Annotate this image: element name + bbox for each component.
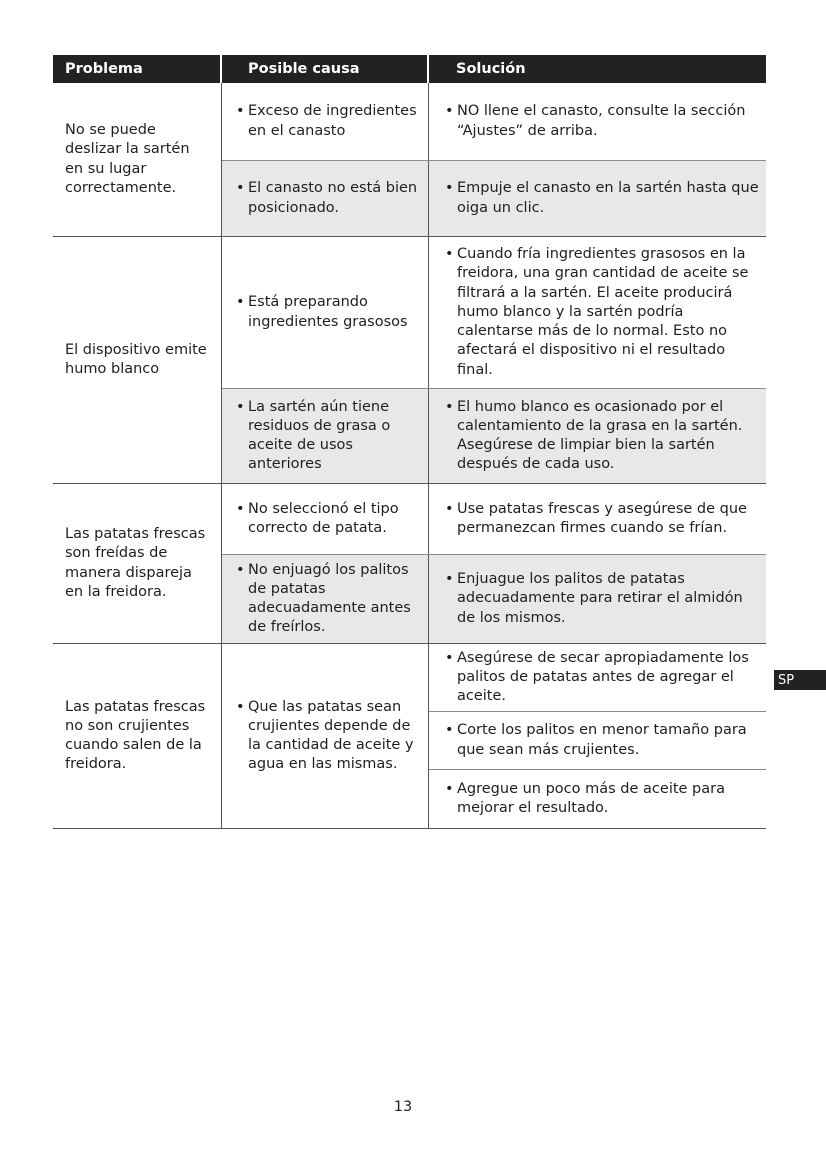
cause-text: Que las patatas sean crujientes depende de la cantidad de aceite y agua en las mismas. [248,698,414,773]
solution-text: Agregue un poco más de aceite para mejorar el resultado. [457,780,725,816]
table-header [53,55,766,83]
header-cause: Posible causa [222,55,429,83]
cause-text: Está preparando ingredientes grasosos [248,294,408,330]
solution-text: Enjuague los palitos de patatas adecuadamente para retirar el almidón de los mismos. [457,571,743,626]
solution-row: • Asegúrese de secar apropiadamente los palitos de patatas antes de agregar el aceite. [429,644,766,711]
cause-text: Exceso de ingredientes en el canasto [248,103,417,139]
cause-row: • Exceso de ingredientes en el canasto • NO llene el canasto, consulte la sección “Ajustes” de arriba. [222,83,766,160]
cause-text: El canasto no está bien posicionado. [248,180,418,216]
language-tab: SP [774,670,826,690]
table-row [53,237,766,484]
cause-row: • No seleccionó el tipo correcto de patata. • Use patatas frescas y asegúrese de que permanezcan firmes cuando se frían. [222,484,766,554]
table-row [53,484,766,644]
solution-text: NO llene el canasto, consulte la sección “Ajustes” de arriba. [457,103,746,139]
cause-row: • Está preparando ingredientes grasosos • Cuando fría ingredientes grasosos en la freidora, una gran cantidad de aceite se filtrará a la sartén. El aceite producirá humo blanco y la sartén podría calentarse más de lo normal. Esto no afectará el dispositivo ni el resultado final. [222,237,766,388]
cause-text: No enjuagó los palitos de patatas adecuadamente antes de freírlos. [248,561,411,636]
table-row [53,644,766,829]
solution-text: El humo blanco es ocasionado por el calentamiento de la grasa en la sartén. Asegúrese de limpiar bien la sartén después de cada uso. [457,398,743,473]
solution-text: Cuando fría ingredientes grasosos en la freidora, una gran cantidad de aceite se filtrará a la sartén. El aceite producirá humo blanco y la sartén podría calentarse más de lo normal. Esto no afectará el dispositivo ni el resultado final. [457,246,749,378]
solution-text: Asegúrese de secar apropiadamente los palitos de patatas antes de agregar el aceite. [457,649,749,705]
problem-cell: Las patatas frescas no son crujientes cuando salen de la freidora. [53,644,222,828]
problem-cell: No se puede deslizar la sartén en su lugar correctamente. [53,83,222,236]
header-problem: Problema [53,55,222,83]
solution-row: • Agregue un poco más de aceite para mejorar el resultado. [429,769,766,828]
troubleshooting-table [53,55,766,829]
problem-cell: El dispositivo emite humo blanco [53,237,222,483]
page-number: 13 [393,1099,413,1115]
solution-text: Use patatas frescas y asegúrese de que permanezcan firmes cuando se frían. [457,500,747,536]
cause-text: La sartén aún tiene residuos de grasa o aceite de usos anteriores [248,398,391,473]
solution-text: Corte los palitos en menor tamaño para que sean más crujientes. [457,722,747,758]
cause-row: • El canasto no está bien posicionado. • Empuje el canasto en la sartén hasta que oiga un clic. [222,160,766,236]
solution-text: Empuje el canasto en la sartén hasta que oiga un clic. [457,180,759,216]
solution-row: • Corte los palitos en menor tamaño para que sean más crujientes. [429,711,766,769]
table-row [53,83,766,237]
cause-row: • No enjuagó los palitos de patatas adecuadamente antes de freírlos. • Enjuague los palitos de patatas adecuadamente para retirar el almidón de los mismos. [222,554,766,643]
problem-cell: Las patatas frescas son freídas de manera dispareja en la freidora. [53,484,222,643]
cause-cell: • Que las patatas sean crujientes depende de la cantidad de aceite y agua en las mismas. [222,644,429,828]
header-solution: Solución [456,61,526,77]
cause-text: No seleccionó el tipo correcto de patata. [248,500,399,536]
cause-row: • La sartén aún tiene residuos de grasa o aceite de usos anteriores • El humo blanco es ocasionado por el calentamiento de la grasa en la sartén. Asegúrese de limpiar bien la sartén después de cada uso. [222,388,766,483]
